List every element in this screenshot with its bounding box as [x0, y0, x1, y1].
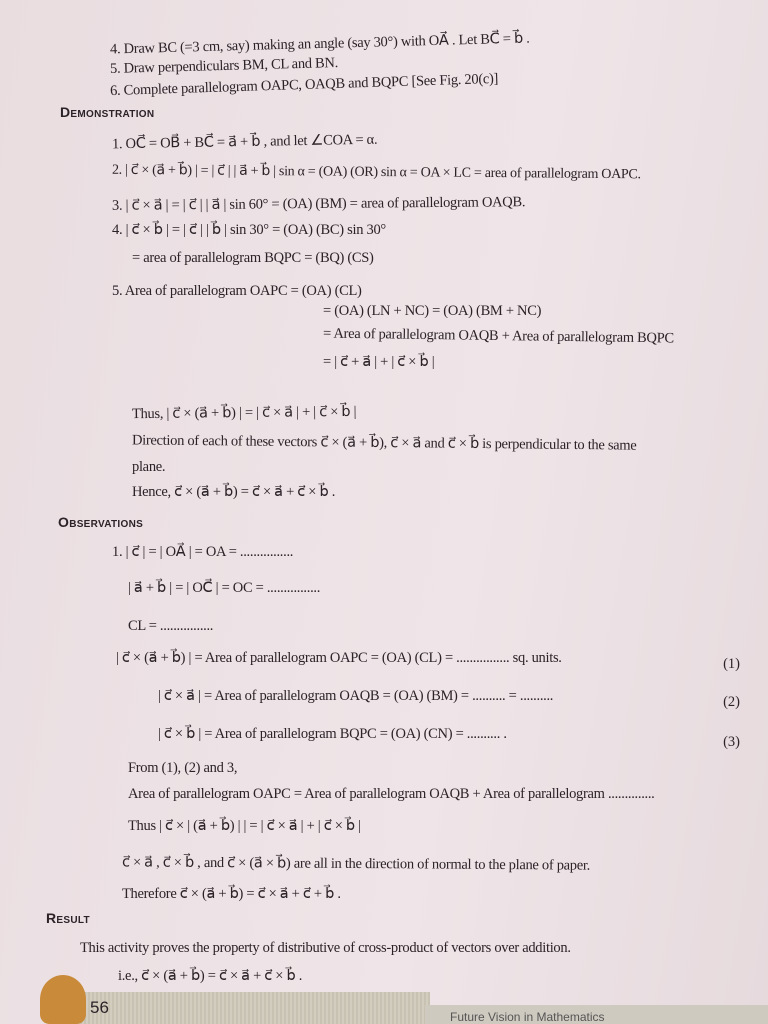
obs-line-8: Area of parallelogram OAPC = Area of parallelogram OAQB + Area of parallelogram ..............: [128, 786, 655, 802]
step-5: 5. Draw perpendiculars BM, CL and BN.: [109, 55, 339, 77]
demo-line-1: 1. OC⃗ = OB⃗ + BC⃗ = a⃗ + b⃗ , and let ∠COA = α.: [111, 131, 378, 153]
running-footer: Future Vision in Mathematics: [450, 1010, 605, 1024]
demo-line-3: 3. | c⃗ × a⃗ | = | c⃗ | | a⃗ | sin 60° = (OA) (BM) = area of parallelogram OAQB.: [111, 194, 526, 214]
obs-line-7: From (1), (2) and 3,: [128, 760, 238, 776]
obs-line-3: CL = ................: [128, 618, 214, 634]
obs-line-1: 1. | c⃗ | = | OA⃗ | = OA = ................: [112, 544, 294, 560]
obs-line-10: c⃗ × a⃗ , c⃗ × b⃗ , and c⃗ × (a⃗ × b⃗) are all in the direction of normal to the plane of paper.: [121, 854, 591, 874]
demo-line-5c: = Area of parallelogram OAQB + Area of parallelogram BQPC: [322, 325, 674, 347]
result-line-1: This activity proves the property of distributive of cross-product of vectors over addition.: [80, 940, 571, 956]
obs-line-11: Therefore c⃗ × (a⃗ + b⃗) = c⃗ × a⃗ + c⃗ + b⃗ .: [122, 886, 341, 902]
demo-line-2: 2. | c⃗ × (a⃗ + b⃗) | = | c⃗ | | a⃗ + b⃗ | sin α = (OA) (OR) sin α = OA × LC = area of parallelogram OAPC.: [111, 162, 641, 183]
page-number: 56: [90, 998, 109, 1017]
demonstration-heading: Demonstration: [60, 104, 155, 120]
obs-line-9: Thus | c⃗ × | (a⃗ + b⃗) | | = | c⃗ × a⃗ | + | c⃗ × b⃗ |: [128, 818, 361, 834]
eq-number-2: (2): [723, 694, 740, 710]
result-heading: Result: [46, 910, 90, 926]
obs-line-5: | c⃗ × a⃗ | = Area of parallelogram OAQB = (OA) (BM) = .......... = ..........: [158, 688, 554, 704]
result-line-2: i.e., c⃗ × (a⃗ + b⃗) = c⃗ × a⃗ + c⃗ × b⃗ .: [118, 968, 303, 984]
observations-heading: Observations: [58, 514, 144, 530]
demo-line-5: 5. Area of parallelogram OAPC = (OA) (CL): [112, 283, 362, 299]
thus-statement: Thus, | c⃗ × (a⃗ + b⃗) | = | c⃗ × a⃗ | + | c⃗ × b⃗ |: [131, 403, 357, 423]
direction-statement: Direction of each of these vectors c⃗ × (a⃗ + b⃗), c⃗ × a⃗ and c⃗ × b⃗ is perpendicular to the same: [131, 432, 637, 454]
direction-statement-cont: plane.: [132, 459, 166, 475]
step-4: 4. Draw BC (=3 cm, say) making an angle (say 30°) with OA⃗ . Let BC⃗ = b⃗ .: [109, 30, 530, 58]
mascot-illustration: [40, 975, 86, 1024]
obs-line-4: | c⃗ × (a⃗ + b⃗) | = Area of parallelogram OAPC = (OA) (CL) = ................ sq. units.: [116, 650, 562, 666]
footer-band: [70, 992, 430, 1024]
demo-line-5d: = | c⃗ + a⃗ | + | c⃗ × b⃗ |: [323, 354, 435, 370]
obs-line-6: | c⃗ × b⃗ | = Area of parallelogram BQPC = (OA) (CN) = .......... .: [158, 726, 507, 742]
hence-statement: Hence, c⃗ × (a⃗ + b⃗) = c⃗ × a⃗ + c⃗ × b⃗ .: [132, 484, 336, 500]
demo-line-4b: = area of parallelogram BQPC = (BQ) (CS): [132, 250, 374, 266]
demo-line-4: 4. | c⃗ × b⃗ | = | c⃗ | | b⃗ | sin 30° = (OA) (BC) sin 30°: [112, 222, 386, 238]
demo-line-5b: = (OA) (LN + NC) = (OA) (BM + NC): [323, 303, 542, 319]
step-6: 6. Complete parallelogram OAPC, OAQB and BQPC [See Fig. 20(c)]: [109, 70, 499, 100]
eq-number-3: (3): [723, 734, 740, 750]
eq-number-1: (1): [723, 656, 740, 672]
obs-line-2: | a⃗ + b⃗ | = | OC⃗ | = OC = ................: [128, 580, 321, 596]
